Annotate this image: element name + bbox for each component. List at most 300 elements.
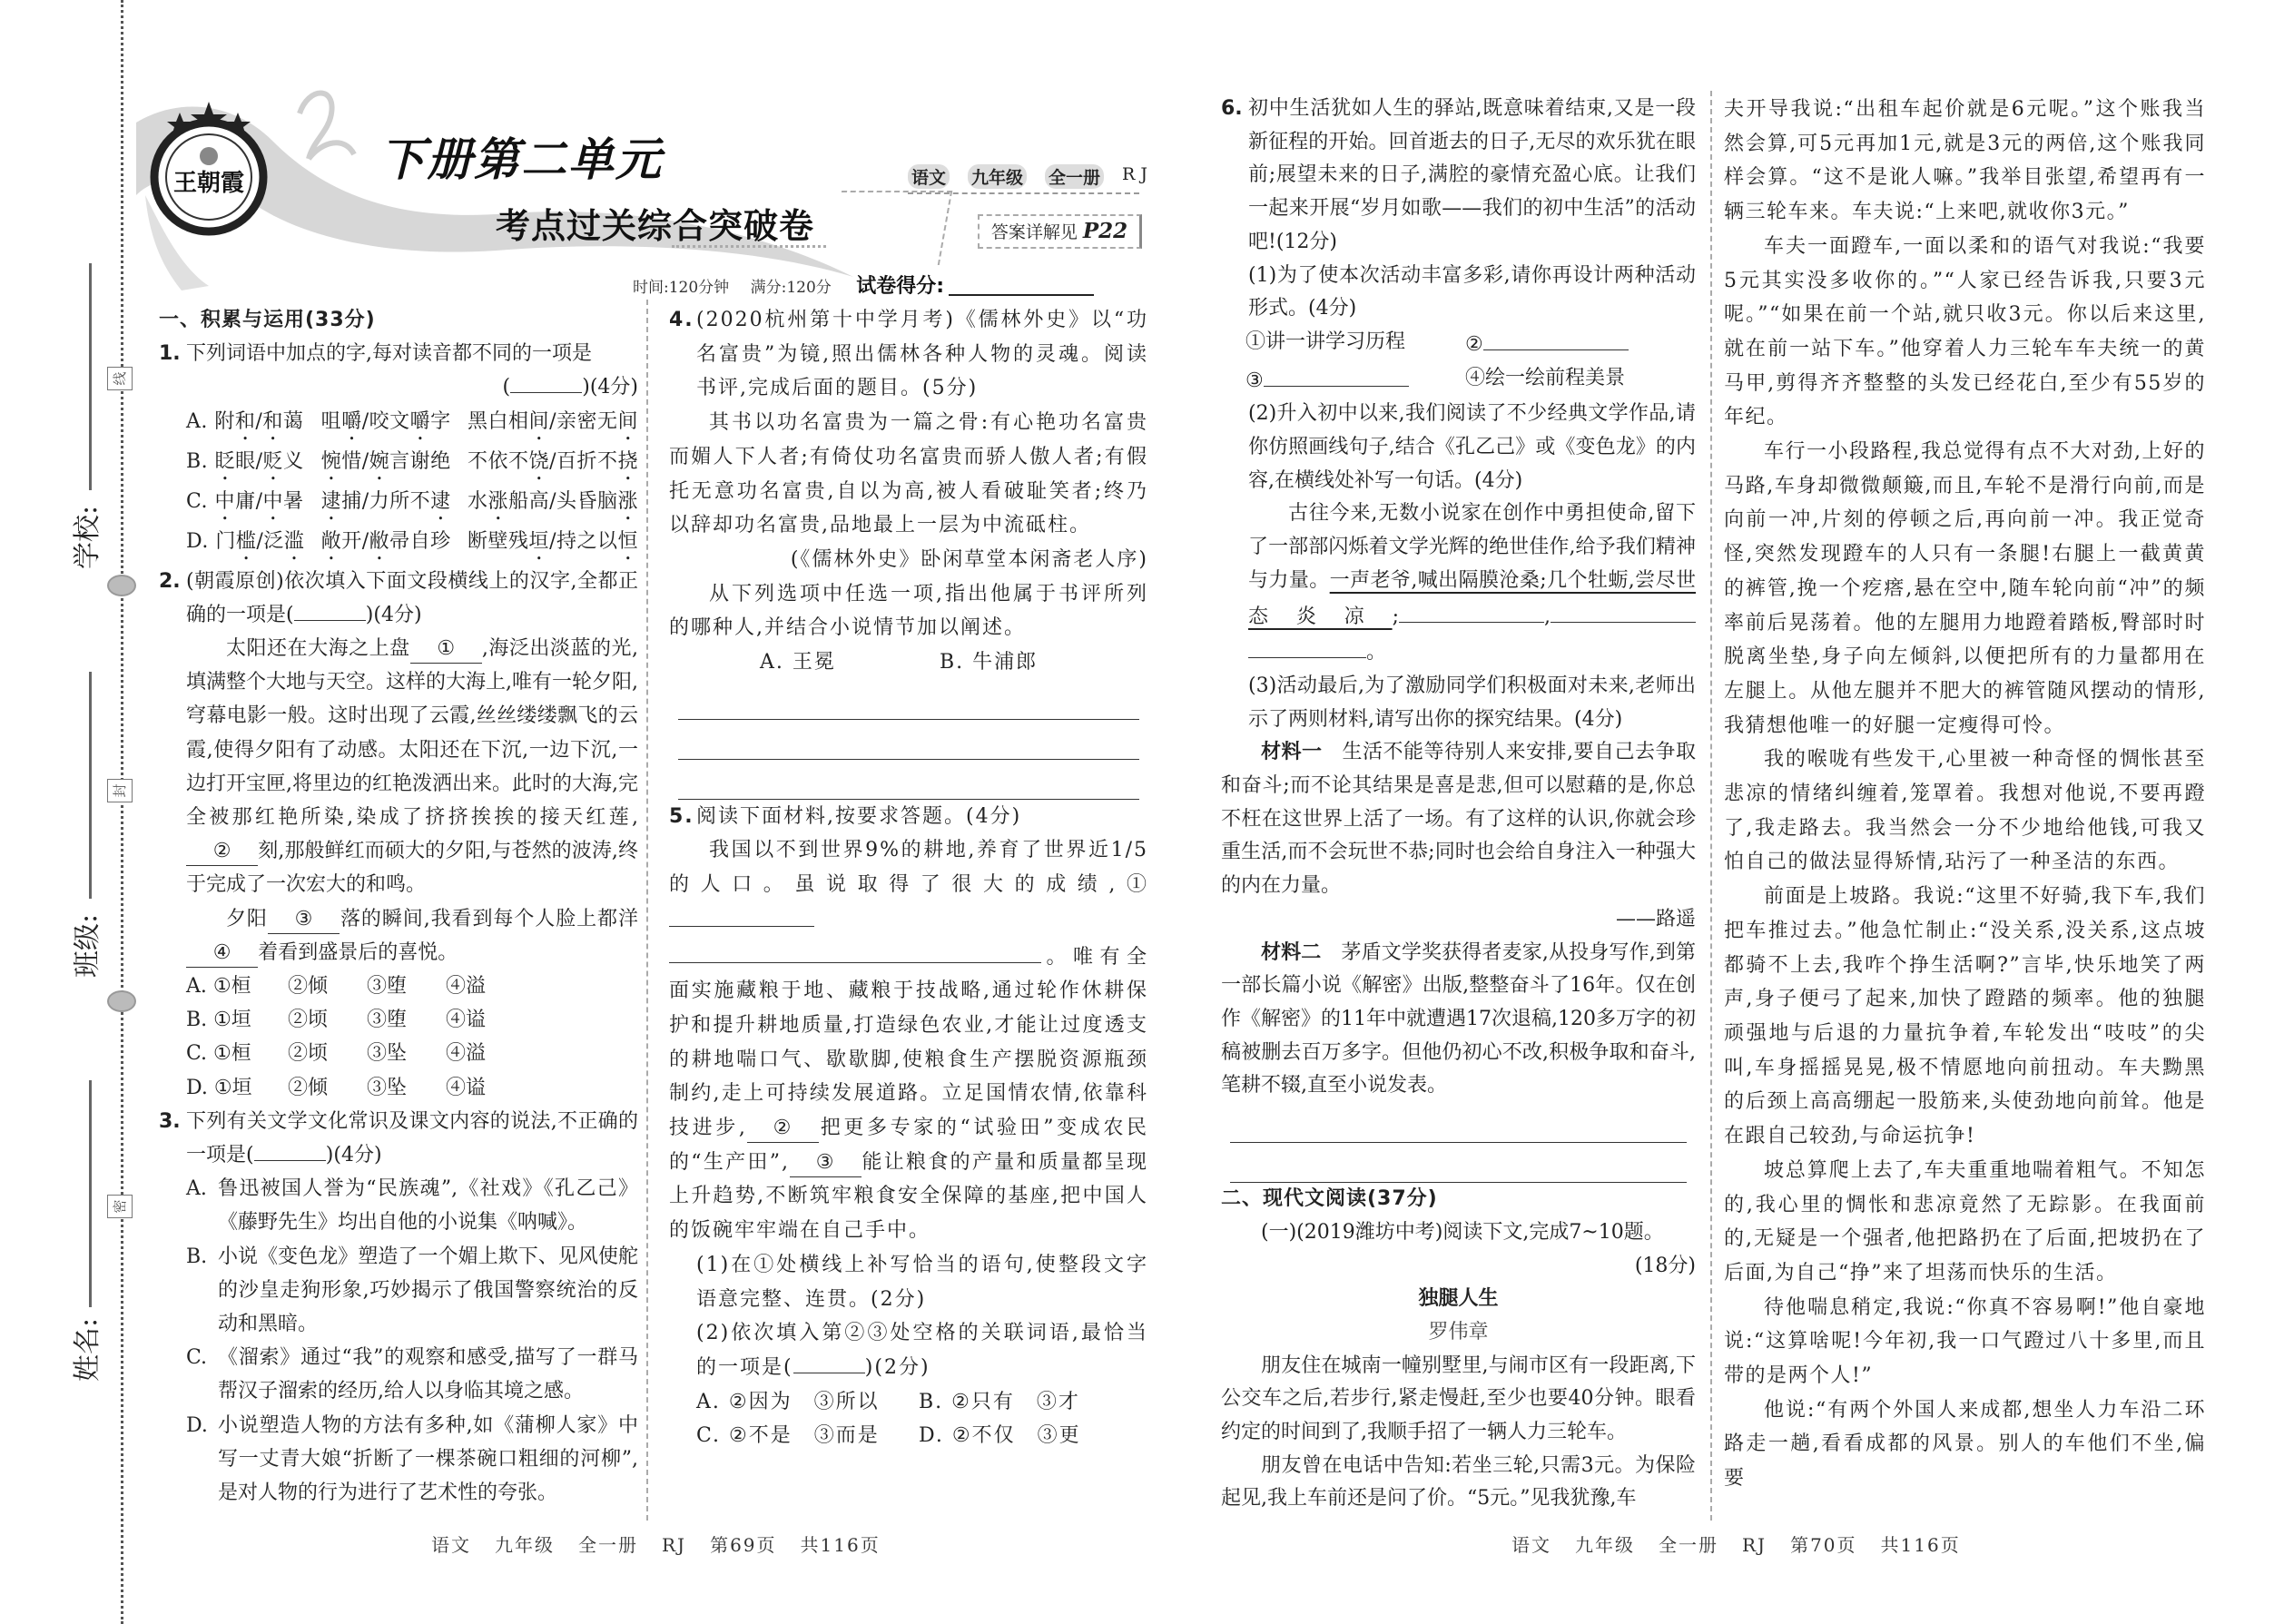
section-heading	[159, 303, 638, 337]
binding-dotted-line	[121, 0, 123, 1624]
paragraph	[1724, 230, 2206, 435]
fill-blank[interactable]: ④	[186, 940, 258, 968]
section-heading	[1221, 1183, 1696, 1216]
text: 咀	[320, 409, 342, 433]
text: B. 牛浦郎	[940, 651, 1039, 674]
text: /咬文	[361, 409, 410, 433]
question	[159, 337, 638, 370]
text: ④绘一绘前程美景	[1465, 366, 1626, 389]
text: )(2分)	[864, 1355, 930, 1379]
option-cell	[321, 485, 451, 525]
text: 不依不	[468, 449, 529, 473]
options-grid	[159, 405, 638, 565]
paragraph	[1221, 1216, 1696, 1250]
paragraph	[159, 902, 638, 969]
text: 帚自珍	[389, 529, 451, 553]
text: 其书以功名富贵为一篇之骨:有心艳功名富贵而媚人下人者;有倚仗功名富贵而骄人傲人者;有假托无意功名富贵,自以为高,被人看破耻笑者;终乃以辞却功名富贵,品地最上一层为中流砥柱。	[669, 411, 1148, 537]
text: ④溢	[446, 975, 487, 999]
class-field-line[interactable]	[89, 672, 92, 899]
option-cell	[760, 645, 929, 680]
option-cell	[186, 405, 304, 445]
option-cell	[446, 1003, 486, 1037]
emphasized-char: 婉	[369, 449, 390, 473]
answer-reference-box	[978, 214, 1142, 249]
fill-blank[interactable]	[1248, 634, 1366, 658]
option-cell	[696, 1385, 908, 1420]
text: /百折不	[549, 449, 618, 473]
text: 下列有关文学文化常识及课文内容的说法,不正确的一项是(	[186, 1109, 638, 1167]
sub-question	[1221, 260, 1696, 326]
option-cell	[367, 1071, 435, 1105]
name-label: 姓名:	[72, 1317, 104, 1383]
text: ③	[1245, 369, 1264, 392]
paragraph	[669, 577, 1148, 645]
option-cell	[468, 445, 638, 485]
answer-option	[159, 1341, 638, 1408]
text: 蔼	[282, 409, 304, 433]
text: D. ①垣	[186, 1076, 252, 1099]
emphasized-char: 和	[262, 409, 283, 433]
option-cell	[446, 1037, 486, 1070]
paragraph	[1221, 937, 1696, 1104]
answer-line[interactable]	[1230, 1143, 1687, 1183]
emphasized-char: 恒	[617, 529, 638, 553]
text: 从下列选项中任选一项,指出他属于书评所列的哪种人,并结合小说情节加以阐述。	[669, 582, 1148, 640]
emphasized-char: 敝	[369, 529, 390, 553]
option-cell	[1245, 326, 1454, 362]
text: 言谢绝	[389, 449, 451, 473]
option-cell	[186, 1037, 277, 1070]
text: (18分)	[1634, 1254, 1696, 1277]
text: )(4分)	[325, 1144, 382, 1167]
text: 庸/	[235, 489, 263, 513]
right-note	[669, 543, 1148, 577]
text: 。唯有全面实施藏粮于地、藏粮于技战略,通过轮作休耕保护和提升耕地质量,打造绿色农业,才能让过度透支的耕地喘口气、歇歇脚,使粮食生产摆脱资源瓶颈制约,走上可持续发展道路。立足国情农情,依靠科技进步,	[669, 945, 1148, 1140]
text: 车行一小段路程,我总觉得有点不大对劲,上好的马路,车身却微微颠簸,而且,车轮不是滑行向前,而是向前一冲,片刻的停顿之后,再向前一冲。我正觉奇怪,突然发现蹬车的人只有一条腿!右腿上一截黄黄的裤管,挽一个疙瘩,悬在空中,随车轮向前“冲”的频率前后晃荡着。他的左腿用力地蹬着踏板,臀部时时脱离坐垫,身子向左倾斜,以便把所有的力量都用在左腿上。从他左腿并不肥大的裤管随风摆动的情形,我猜想他唯一的好腿一定瘦得可怜。	[1724, 440, 2206, 737]
text: (《儒林外史》卧闲草堂本闲斋老人序)	[790, 547, 1148, 571]
exam-time: 时间:120分钟	[633, 279, 730, 297]
fill-blank[interactable]	[510, 392, 582, 393]
question-number: 6.	[1221, 97, 1243, 120]
text: 车夫一面蹬车,一面以柔和的语气对我说:“我要5元其实没多收你的。”“人家已经告诉我,只要3元呢。”“如果在前一个站,就只收3元。你以后来这里,就在前一站下车。”他穿着人力三轮车车夫统一的黄马甲,剪得齐齐整整的头发已经花白,至少有55岁的年纪。	[1724, 234, 2206, 429]
text: 夕阳	[226, 907, 268, 930]
footer-edition: RJ	[662, 1534, 687, 1556]
paragraph	[1221, 736, 1696, 903]
footer-total-pages: 共116页	[800, 1534, 881, 1556]
question	[669, 303, 1148, 406]
score-field[interactable]	[949, 294, 1094, 296]
option-label: A.	[186, 1177, 207, 1201]
exam-info	[633, 271, 1094, 299]
text: A. 王冕	[760, 651, 836, 674]
question-number: 5.	[669, 804, 694, 828]
ornament-icon	[107, 575, 136, 596]
text: (2)依次填入第②③处空格的关联词语,最恰当的一项是(	[696, 1322, 1148, 1379]
option-cell	[186, 525, 304, 565]
options-grid	[669, 645, 1148, 680]
text: 小说《变色龙》塑造了一个媚上欺下、见风使舵的沙皇走狗形象,巧妙揭示了俄国警察统治的反动和黑暗。	[218, 1245, 638, 1336]
paragraph	[1724, 93, 2206, 230]
text: )(4分)	[582, 376, 638, 399]
text: A. 附	[186, 409, 235, 433]
question-number: 3.	[159, 1109, 181, 1133]
fill-blank[interactable]	[669, 939, 1041, 963]
seal-mark-mi: 密	[107, 1195, 133, 1218]
column-1	[159, 303, 638, 1510]
text: 他说:“有两个外国人来成都,想坐人力车沿二环路走一趟,看看成都的风景。别人的车他们不坐,偏要	[1724, 1398, 2206, 1491]
emphasized-char: 中	[262, 489, 283, 513]
text: B. ②只有 ③才	[919, 1390, 1080, 1413]
answer-option	[159, 1240, 638, 1342]
option-cell	[919, 1385, 1081, 1420]
text: 坡总算爬上去了,车夫重重地喘着粗气。不知怎的,我心里的惆怅和悲凉竟然了无踪影。在我面前的,无疑是一个强者,他把路扔在了后面,把坡扔在了后面,为自己“挣”来了坦荡而快乐的生活。	[1724, 1158, 2206, 1284]
score-label: 试卷得分:	[856, 275, 944, 298]
text: 待他喘息稍定,我说:“你真不容易啊!”他自豪地说:“这算啥呢!今年初,我一口气蹬过八十多里,而且带的是两个人!”	[1724, 1295, 2206, 1388]
emphasized-char: 敞	[320, 529, 342, 553]
fill-blank[interactable]: ①	[410, 635, 482, 664]
text: B.	[186, 449, 215, 473]
fill-blank[interactable]: ③	[268, 906, 340, 934]
fill-blank[interactable]	[1399, 598, 1544, 623]
text: 捕/力所不	[341, 489, 431, 513]
text: 暑	[283, 489, 304, 513]
emphasized-char: 涨	[487, 489, 509, 513]
footer-edition: RJ	[1742, 1534, 1767, 1556]
fill-blank[interactable]	[669, 902, 814, 927]
divider	[908, 192, 1139, 194]
option-cell	[186, 969, 277, 1003]
emphasized-char: 挠	[617, 449, 638, 473]
fill-blank[interactable]	[1551, 598, 1696, 623]
fill-blank[interactable]	[294, 620, 366, 621]
text: /泛	[256, 529, 284, 553]
text: ④谥	[446, 1009, 487, 1032]
article-author	[1221, 1316, 1696, 1350]
text: ②顷	[288, 1009, 329, 1032]
text: ,海泛出淡蓝的光,填满整个大地与天空。这样的大海上,唯有一轮夕阳,穹幕电影一般。这时出现了云霞,丝丝缕缕飘飞的云霞,使得夕阳有了动感。太阳还在下沉,一边下沉,一边打开宝匣,将里边的红艳泼洒出来。此时的大海,完全被那红艳所染,染成了挤挤挨挨的接天红莲,	[186, 637, 638, 830]
option-cell	[288, 1003, 356, 1037]
paragraph	[669, 406, 1148, 543]
text: /亲密无	[549, 409, 618, 433]
sub-question	[669, 1316, 1148, 1384]
fill-blank[interactable]	[1264, 362, 1409, 387]
text: 一、积累与运用(33分)	[159, 309, 376, 331]
sub-question	[1221, 398, 1696, 497]
right-note	[1221, 903, 1696, 937]
column-divider	[1710, 91, 1712, 1521]
footer-subject: 语文	[1511, 1534, 1551, 1556]
paragraph	[1724, 1154, 2206, 1291]
text: (一)(2019潍坊中考)阅读下文,完成7~10题。	[1261, 1220, 1664, 1244]
footer-grade: 九年级	[495, 1534, 555, 1556]
emphasized-char: 间	[528, 409, 550, 433]
emphasized-char: 逮	[320, 489, 342, 513]
text: 罗伟章	[1428, 1320, 1489, 1343]
seal-mark-feng: 封	[107, 779, 133, 802]
text: )(4分)	[365, 603, 422, 626]
material-label: 材料二	[1261, 940, 1322, 964]
tag-edition: RJ	[1122, 164, 1153, 184]
emphasized-char: 滥	[283, 529, 305, 553]
text: 朋友住在城南一幢别墅里,与闹市区有一段距离,下公交车之后,若步行,紧走慢赶,至少也要40分钟。眼看约定的时间到了,我顺手招了一辆人力三轮车。	[1221, 1353, 1696, 1444]
text: 字	[430, 409, 451, 433]
article-title	[1221, 1283, 1696, 1316]
option-cell	[186, 485, 304, 525]
text: 黑白相	[468, 409, 529, 433]
text: 惜/	[341, 449, 369, 473]
answer-line[interactable]	[678, 760, 1139, 800]
text: ③堕	[367, 1009, 408, 1032]
fill-blank[interactable]: ③	[790, 1149, 861, 1177]
text: 前面是上坡路。我说:“这里不好骑,我下车,我们把车推过去。”他急忙制止:“没关系,没关系,这点坡都骑不上去,我咋个挣生活啊?”言毕,快乐地笑了两声,身子便弓了起来,加快了蹬踏的频率。他的独腿顽强地与后退的力量抗争着,车轮发出“吱吱”的尖叫,车身摇摇晃晃,极不情愿地向前扭动。车夫黝黑的后颈上高高绷起一股筋来,头使劲地向前耸。他是在跟自己较劲,与命运抗争!	[1724, 885, 2206, 1148]
text: A. ②因为 ③所以	[696, 1390, 880, 1413]
text: ②倾	[288, 1076, 329, 1099]
text: 船高/头昏脑	[508, 489, 618, 513]
options-grid	[1221, 326, 1696, 398]
option-label: D.	[186, 1413, 208, 1437]
emphasized-char: 槛	[235, 529, 257, 553]
text: ①讲一讲学习历程	[1245, 330, 1406, 353]
text: (2)升入初中以来,我们阅读了不少经典文学作品,请你仿照画线句子,结合《孔乙己》或《变色龙》的内容,在横线处补写一句话。(4分)	[1248, 402, 1696, 492]
option-cell	[186, 1003, 277, 1037]
text: C.	[186, 489, 215, 513]
question-number: 1.	[159, 342, 181, 366]
text: 下列词语中加点的字,每对读音都不同的一项是	[186, 342, 592, 366]
material-label: 材料一	[1261, 741, 1323, 764]
text: 《溜索》通过“我”的观察和感受,描写了一群马帮汉子溜索的经历,给人以身临其境之感。	[218, 1346, 638, 1403]
paragraph	[1724, 1291, 2206, 1393]
options-grid	[669, 1385, 1148, 1453]
option-label: B.	[186, 1245, 208, 1268]
text: 刻,那般鲜红而硕大的夕阳,与苍然的波涛,终于完成了一次宏大的和鸣。	[186, 840, 638, 897]
option-cell	[696, 1419, 908, 1453]
paragraph	[1724, 435, 2206, 743]
option-cell	[186, 445, 304, 485]
publisher-logo	[145, 100, 272, 236]
column-4	[1724, 93, 2206, 1496]
text: ,	[1544, 605, 1551, 628]
answer-line[interactable]	[1230, 1103, 1687, 1143]
option-cell	[468, 485, 638, 525]
text: ③坠	[367, 1042, 408, 1066]
text: ③坠	[367, 1076, 408, 1099]
text: (2020杭州第十中学月考)《儒林外史》以“功名富贵”为镜,照出儒林各种人物的灵魂。阅读书评,完成后面的题目。(5分)	[696, 309, 1148, 400]
text: 落的瞬间,我看到每个人脸上都洋	[340, 907, 638, 930]
footer-page-number: 第69页	[710, 1534, 777, 1556]
option-cell	[468, 405, 638, 445]
answer-option	[159, 1409, 638, 1511]
text: ④谥	[446, 1076, 487, 1099]
paragraph	[1221, 1350, 1696, 1450]
footer-subject: 语文	[431, 1534, 471, 1556]
text: 水	[468, 489, 488, 513]
option-cell	[367, 1037, 435, 1070]
text: (1)为了使本次活动丰富多彩,请你再设计两种活动形式。(4分)	[1248, 263, 1696, 320]
text: 着看到盛景后的喜悦。	[258, 940, 458, 964]
question	[1221, 93, 1696, 260]
option-cell	[446, 969, 486, 1003]
answer-line[interactable]	[678, 720, 1139, 760]
paper-subtitle: 考点过关综合突破卷	[496, 205, 815, 246]
text: ;	[1392, 605, 1399, 628]
paragraph	[1724, 1393, 2206, 1496]
text: /持之以	[549, 529, 618, 553]
option-cell	[919, 1419, 1081, 1453]
footer-total-pages: 共116页	[1880, 1534, 1961, 1556]
question	[159, 565, 638, 632]
question	[159, 1105, 638, 1172]
text: 古往今来,无数小说家在创作中勇担使命,留下了一部部闪烁着文学光辉的绝世佳作,给予我们精神与力量。	[1248, 502, 1696, 592]
column-divider	[646, 300, 648, 1521]
paragraph	[669, 833, 1148, 1247]
school-field-line[interactable]	[89, 263, 92, 490]
question-number: 2.	[159, 569, 181, 593]
text: ④溢	[446, 1042, 487, 1066]
emphasized-char: 嚼	[409, 409, 431, 433]
text: D. ②不仅 ③更	[919, 1424, 1081, 1448]
underlined-sentence: 一声老爷,喊出隔膜沧桑;几个牡蛎,尝尽世态炎凉	[1248, 568, 1696, 628]
text: ②顷	[288, 1042, 329, 1066]
ornament-icon	[107, 990, 136, 1012]
question	[669, 800, 1148, 834]
text: 生活不能等待别人来安排,要自己去争取和奋斗;而不论其结果是喜是悲,但可以慰藉的是,你总不枉在这世界上活了一场。有了这样的认识,你就会珍重生活,而不会玩世不恭;同时也会给自身注入一种强大的内在力量。	[1221, 741, 1696, 898]
text: 义	[283, 449, 304, 473]
text: A. ①桓	[186, 975, 251, 999]
option-cell	[446, 1071, 486, 1105]
paragraph	[1724, 880, 2206, 1154]
option-cell	[186, 1071, 277, 1105]
emphasized-char: 中	[214, 489, 236, 513]
option-cell	[288, 1071, 356, 1105]
option-cell	[1245, 362, 1454, 399]
text: C. ②不是 ③而是	[696, 1424, 880, 1448]
emphasized-char: 贬	[262, 449, 284, 473]
subject-tags	[908, 164, 1153, 189]
text: 断壁残	[468, 529, 529, 553]
text: /	[255, 409, 263, 433]
text: 开/	[341, 529, 369, 553]
text: ②倾	[288, 975, 329, 999]
paragraph	[1724, 743, 2206, 880]
right-note	[1221, 1250, 1696, 1284]
footer-grade: 九年级	[1575, 1534, 1635, 1556]
option-cell	[1465, 362, 1629, 399]
footer-volume: 全一册	[578, 1534, 638, 1556]
divider	[829, 191, 952, 265]
text: 夫开导我说:“出租车起价就是6元呢。”这个账我当然会算,可5元再加1元,就是3元的两倍,这个账我同样会算。“这不是讹人嘛。”我举目张望,希望再有一辆三轮车来。车夫说:“上来吧,就收你3元。”	[1724, 98, 2206, 224]
exam-full-score: 满分:120分	[750, 279, 832, 297]
text: 阅读下面材料,按要求答题。(4分)	[696, 804, 1022, 828]
text: D. 门	[186, 529, 236, 553]
option-cell	[321, 405, 451, 445]
name-field-line[interactable]	[89, 1080, 92, 1307]
option-cell	[288, 1037, 356, 1070]
emphasized-char: 眨	[214, 449, 236, 473]
options-grid	[159, 969, 638, 1105]
text: 眼/	[235, 449, 263, 473]
option-cell	[288, 969, 356, 1003]
paragraph	[1221, 497, 1696, 670]
text: 初中生活犹如人生的驿站,既意味着结束,又是一段新征程的开始。回首逝去的日子,无尽的欢乐犹在眼前;展望未来的日子,满腔的豪情充盈心底。让我们一起来开展“岁月如歌——我们的初中生活”的活动吧!(12分)	[1248, 97, 1696, 253]
emphasized-char: 饶	[528, 449, 550, 473]
emphasized-char: 间	[617, 409, 638, 433]
column-3	[1221, 93, 1696, 1516]
text: (1)在①处横线上补写恰当的语句,使整段文字语意完整、连贯。(2分)	[696, 1253, 1148, 1311]
emphasized-char: 垣	[528, 529, 550, 553]
text: ③堕	[367, 975, 408, 999]
fill-blank[interactable]: ②	[186, 838, 258, 866]
text: 茅盾文学奖获得者麦家,从投身写作,到第一部长篇小说《解密》出版,整整奋斗了16年。仅在创作《解密》的11年中就遭遇17次退稿,120多万字的初稿被删去百万多字。但他仍初心不改,积极争取和奋斗,笔耕不辍,直至小说发表。	[1221, 940, 1696, 1097]
option-label: C.	[186, 1346, 208, 1370]
text: (	[502, 376, 511, 399]
answer-option	[159, 1172, 638, 1239]
option-cell	[321, 525, 451, 565]
text: 把更多专家的“试验田”变成农民的“生产田”,	[669, 1117, 1149, 1174]
option-cell	[940, 645, 1038, 680]
school-label: 学校:	[72, 505, 104, 570]
text: C. ①桓	[186, 1042, 251, 1066]
text: 。	[1366, 641, 1387, 664]
divider	[672, 245, 826, 248]
footer-volume: 全一册	[1659, 1534, 1718, 1556]
text: 小说塑造人物的方法有多种,如《蒲柳人家》中写一丈青大娘“折断了一棵茶碗口粗细的河柳”,是对人物的行为进行了艺术性的夸张。	[218, 1413, 638, 1505]
text: ②	[1465, 332, 1483, 356]
question-number: 4.	[669, 309, 694, 331]
text: (3)活动最后,为了激励同学们积极面对未来,老师出示了两则材料,请写出你的探究结果。(4分)	[1248, 674, 1696, 731]
emphasized-char: 和	[234, 409, 256, 433]
logo-text: 王朝霞	[172, 170, 245, 197]
option-cell	[367, 969, 435, 1003]
tag-grade: 九年级	[968, 164, 1027, 189]
seal-mark-xian: 线	[107, 367, 133, 390]
class-label: 班级:	[72, 913, 104, 979]
fill-blank[interactable]	[1483, 326, 1629, 350]
emphasized-char: 嚼	[341, 409, 362, 433]
text: 太阳还在大海之上盘	[226, 637, 410, 661]
option-cell	[468, 525, 638, 565]
paragraph	[1221, 1450, 1696, 1516]
text: 二、现代文阅读(37分)	[1221, 1187, 1438, 1211]
answer-line[interactable]	[678, 680, 1139, 720]
emphasized-char: 惋	[320, 449, 342, 473]
unit-title: 下册第二单元	[379, 133, 663, 186]
text: (朝霞原创)依次填入下面文段横线上的汉字,全都正确的一项是(	[186, 569, 638, 626]
answer-page: P22	[1082, 219, 1128, 243]
paragraph	[159, 632, 638, 902]
right-note	[159, 370, 638, 404]
option-cell	[1465, 326, 1629, 362]
page-footer-left	[431, 1530, 904, 1557]
emphasized-char: 涨	[617, 489, 638, 513]
column-2	[669, 303, 1148, 1453]
text: 朋友曾在电话中告知:若坐三轮,只需3元。为保险起见,我上车前还是问了价。“5元。”见我犹豫,车	[1221, 1453, 1696, 1511]
fill-blank[interactable]	[254, 1160, 326, 1161]
footer-page-number: 第70页	[1790, 1534, 1857, 1556]
text: 独腿人生	[1418, 1287, 1499, 1311]
answer-ref-label: 答案详解见	[990, 222, 1078, 242]
option-cell	[321, 445, 451, 485]
page-footer-right	[1511, 1530, 1984, 1557]
sub-question	[1221, 670, 1696, 736]
text: 鲁迅被国人誉为“民族魂”,《社戏》《孔乙己》《藤野先生》均出自他的小说集《呐喊》。	[218, 1177, 638, 1235]
tag-volume: 全一册	[1045, 164, 1104, 189]
text: 能让粮食的产量和质量都呈现上升趋势,不断筑牢粮食安全保障的基座,把中国人的饭碗牢牢端在自己手中。	[669, 1150, 1148, 1243]
option-cell	[367, 1003, 435, 1037]
fill-blank[interactable]: ②	[747, 1115, 819, 1143]
text: 我的喉咙有些发干,心里被一种奇怪的惆怅甚至悲凉的情绪纠缠着,笼罩着。我想对他说,不要再蹬了,我走路去。我当然会一分不少地给他钱,可我又怕自己的做法显得矫情,玷污了一种圣洁的东西。	[1724, 748, 2206, 874]
text: B. ①垣	[186, 1009, 251, 1032]
sub-question	[669, 1248, 1148, 1316]
